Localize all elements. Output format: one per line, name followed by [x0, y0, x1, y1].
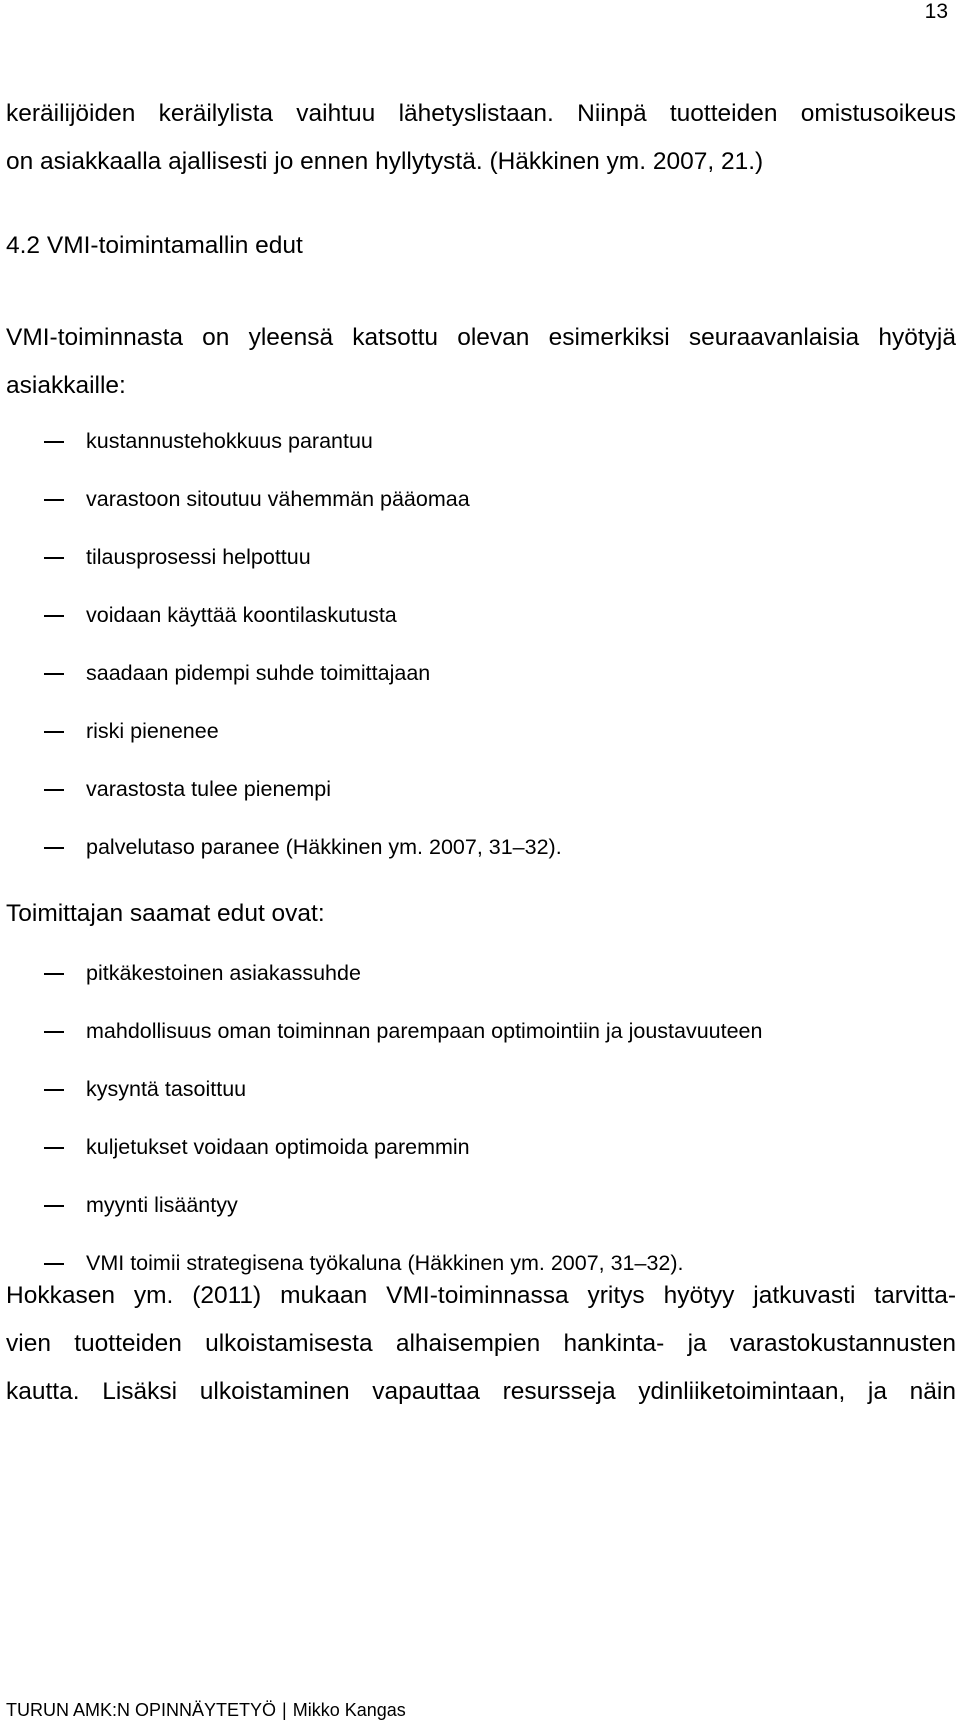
- bullet-text: mahdollisuus oman toiminnan parempaan optimointiin ja joustavuuteen: [86, 1019, 763, 1043]
- dash-bullet-icon: [44, 1147, 64, 1149]
- footer-author: Mikko Kangas: [292, 1700, 406, 1720]
- bullet-text: myynti lisääntyy: [86, 1193, 238, 1217]
- bullet-text: riski pienenee: [86, 719, 219, 743]
- paragraph-line: vien tuotteiden ulkoistamisesta alhaisempien hankinta- ja varastokustannusten: [6, 1330, 956, 1357]
- bullet-text: saadaan pidempi suhde toimittajaan: [86, 661, 431, 685]
- bullet-text: kustannustehokkuus parantuu: [86, 429, 373, 453]
- dash-bullet-icon: [44, 441, 64, 443]
- paragraph-line: VMI-toiminnasta on yleensä katsottu olevan esimerkiksi seuraavanlaisia hyötyjä: [6, 324, 956, 351]
- dash-bullet-icon: [44, 789, 64, 791]
- paragraph-line: keräilijöiden keräilylista vaihtuu lähetyslistaan. Niinpä tuotteiden omistusoikeus: [6, 100, 956, 127]
- bullet-text: varastoon sitoutuu vähemmän pääomaa: [86, 487, 470, 511]
- dash-bullet-icon: [44, 847, 64, 849]
- dash-bullet-icon: [44, 1089, 64, 1091]
- bullet-text: voidaan käyttää koontilaskutusta: [86, 603, 397, 627]
- dash-bullet-icon: [44, 973, 64, 975]
- paragraph-customer-intro: [6, 314, 956, 410]
- bullet-text: kysyntä tasoittuu: [86, 1077, 247, 1101]
- bullet-text: kuljetukset voidaan optimoida paremmin: [86, 1135, 470, 1159]
- dash-bullet-icon: [44, 615, 64, 617]
- paragraph-line: asiakkaille:: [6, 372, 126, 399]
- paragraph-supplier-intro: Toimittajan saamat edut ovat:: [6, 900, 325, 927]
- dash-bullet-icon: [44, 499, 64, 501]
- footer: [6, 1700, 406, 1721]
- paragraph-line: on asiakkaalla ajallisesti jo ennen hyllytystä. (Häkkinen ym. 2007, 21.): [6, 148, 764, 175]
- dash-bullet-icon: [44, 1263, 64, 1265]
- dash-bullet-icon: [44, 1205, 64, 1207]
- bullet-text: palvelutaso paranee (Häkkinen ym. 2007, 31–32).: [86, 835, 562, 859]
- footer-separator: |: [282, 1700, 287, 1720]
- bullet-text: VMI toimii strategisena työkaluna (Häkkinen ym. 2007, 31–32).: [86, 1251, 684, 1275]
- dash-bullet-icon: [44, 673, 64, 675]
- dash-bullet-icon: [44, 1031, 64, 1033]
- bullet-text: varastosta tulee pienempi: [86, 777, 332, 801]
- section-heading: 4.2 VMI-toimintamallin edut: [6, 232, 303, 259]
- page-number: 13: [924, 0, 948, 23]
- bullet-text: tilausprosessi helpottuu: [86, 545, 311, 569]
- paragraph-hokkanen: [6, 1272, 956, 1416]
- paragraph-intro: [6, 90, 956, 186]
- paragraph-line: kautta. Lisäksi ulkoistaminen vapauttaa resursseja ydinliiketoimintaan, ja näin: [6, 1378, 956, 1405]
- footer-institution: TURUN AMK:N OPINNÄYTETYÖ: [6, 1700, 277, 1720]
- bullet-text: pitkäkestoinen asiakassuhde: [86, 961, 361, 985]
- dash-bullet-icon: [44, 557, 64, 559]
- dash-bullet-icon: [44, 731, 64, 733]
- paragraph-line: Hokkasen ym. (2011) mukaan VMI-toiminnassa yritys hyötyy jatkuvasti tarvitta-: [6, 1282, 956, 1309]
